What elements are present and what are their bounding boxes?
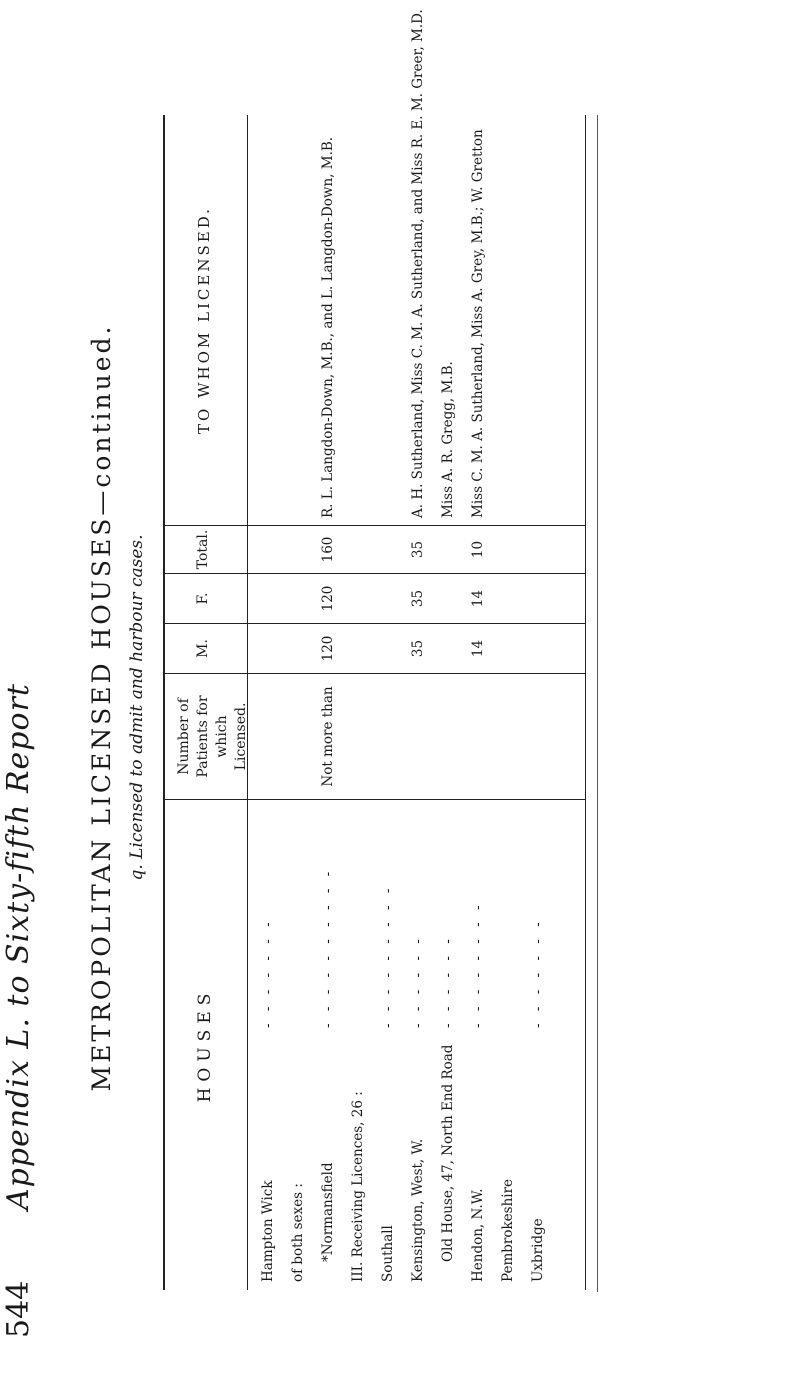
patients-cell: Not more than xyxy=(320,686,336,787)
page-number: 544 xyxy=(1,1280,36,1338)
total-cell: 160 xyxy=(320,536,336,563)
licensee-cell: R. L. Langdon-Down, M.B., and L. Langdon-Down, M.B. xyxy=(320,136,336,518)
leader-dots: - - - - - - - xyxy=(530,918,546,1028)
table-row xyxy=(260,115,277,1290)
house-name: Kensington, West, W. xyxy=(410,1138,426,1282)
leader-dots: - - - - - - xyxy=(440,935,456,1028)
section-note: q. Licensed to admit and harbour cases. xyxy=(127,534,147,881)
total-cell: 35 xyxy=(410,540,426,559)
females-cell: 35 xyxy=(410,589,426,608)
header-patients-line1: Number of xyxy=(176,698,192,775)
header-patients-line2: Patients for which xyxy=(195,695,230,778)
table-row xyxy=(440,115,457,1290)
header-males xyxy=(165,623,247,673)
males-cell: 35 xyxy=(410,639,426,658)
licensed-houses-table xyxy=(163,9,586,1290)
header-total-label: Total. xyxy=(195,529,211,570)
leader-dots: - - - - - - xyxy=(410,935,426,1028)
table-content xyxy=(75,9,635,1320)
males-cell: 14 xyxy=(470,639,486,658)
bottom-rule xyxy=(597,115,598,1292)
header-females-label: F. xyxy=(195,592,211,605)
section-title: METROPOLITAN LICENSED HOUSES—continued. xyxy=(87,323,116,1092)
house-name: *Normansfield xyxy=(320,1162,336,1262)
house-name: Hampton Wick xyxy=(260,1180,276,1282)
leader-dots: - - - - - - - xyxy=(260,918,276,1028)
table-row xyxy=(500,115,517,1290)
rotated-content-frame xyxy=(75,9,635,1320)
house-name: Hendon, N.W. xyxy=(470,1188,486,1282)
table-row xyxy=(320,115,337,1290)
leader-dots: - - - - - - - - xyxy=(470,901,486,1028)
header-females xyxy=(165,573,247,623)
table-row xyxy=(380,115,397,1290)
licensee-cell: Miss C. M. A. Sutherland, Miss A. Grey, M.B.; W. Gretton xyxy=(470,129,486,518)
house-name: Southall xyxy=(380,1225,396,1282)
house-name: Pembrokeshire xyxy=(500,1178,516,1282)
running-head xyxy=(0,40,40,1340)
table-row xyxy=(410,9,427,1290)
house-name: Old House, 47, North End Road xyxy=(440,1044,456,1262)
leader-dots: - - - - - - - - - - xyxy=(320,867,336,1028)
header-houses xyxy=(165,799,247,1290)
house-name: of both sexes : xyxy=(290,1183,306,1282)
header-patients-line3: Licensed. xyxy=(233,702,249,771)
females-cell: 120 xyxy=(320,585,336,612)
leader-dots: - - - - - - - - - xyxy=(380,884,396,1028)
header-rule xyxy=(247,115,248,1290)
header-males-label: M. xyxy=(195,639,211,658)
header-houses-label: HOUSES xyxy=(195,987,215,1103)
males-cell: 120 xyxy=(320,635,336,662)
running-title: Appendix L. to Sixty-fifth Report xyxy=(1,683,36,1210)
header-to-whom-label: TO WHOM LICENSED. xyxy=(195,206,213,434)
total-cell: 10 xyxy=(470,540,486,559)
table-row xyxy=(470,115,487,1290)
header-to-whom xyxy=(165,115,247,525)
table-row xyxy=(290,115,307,1290)
females-cell: 14 xyxy=(470,589,486,608)
header-total xyxy=(165,525,247,573)
licensee-cell: A. H. Sutherland, Miss C. M. A. Sutherland, and Miss R. E. M. Greer, M.D. xyxy=(410,9,426,518)
table-row xyxy=(530,115,547,1290)
house-name: Uxbridge xyxy=(530,1218,546,1282)
house-name: III. Receiving Licences, 26 : xyxy=(350,1091,366,1282)
licensee-cell: Miss A. R. Gregg, M.B. xyxy=(440,361,456,518)
table-row xyxy=(350,115,367,1290)
header-patients xyxy=(165,673,247,799)
